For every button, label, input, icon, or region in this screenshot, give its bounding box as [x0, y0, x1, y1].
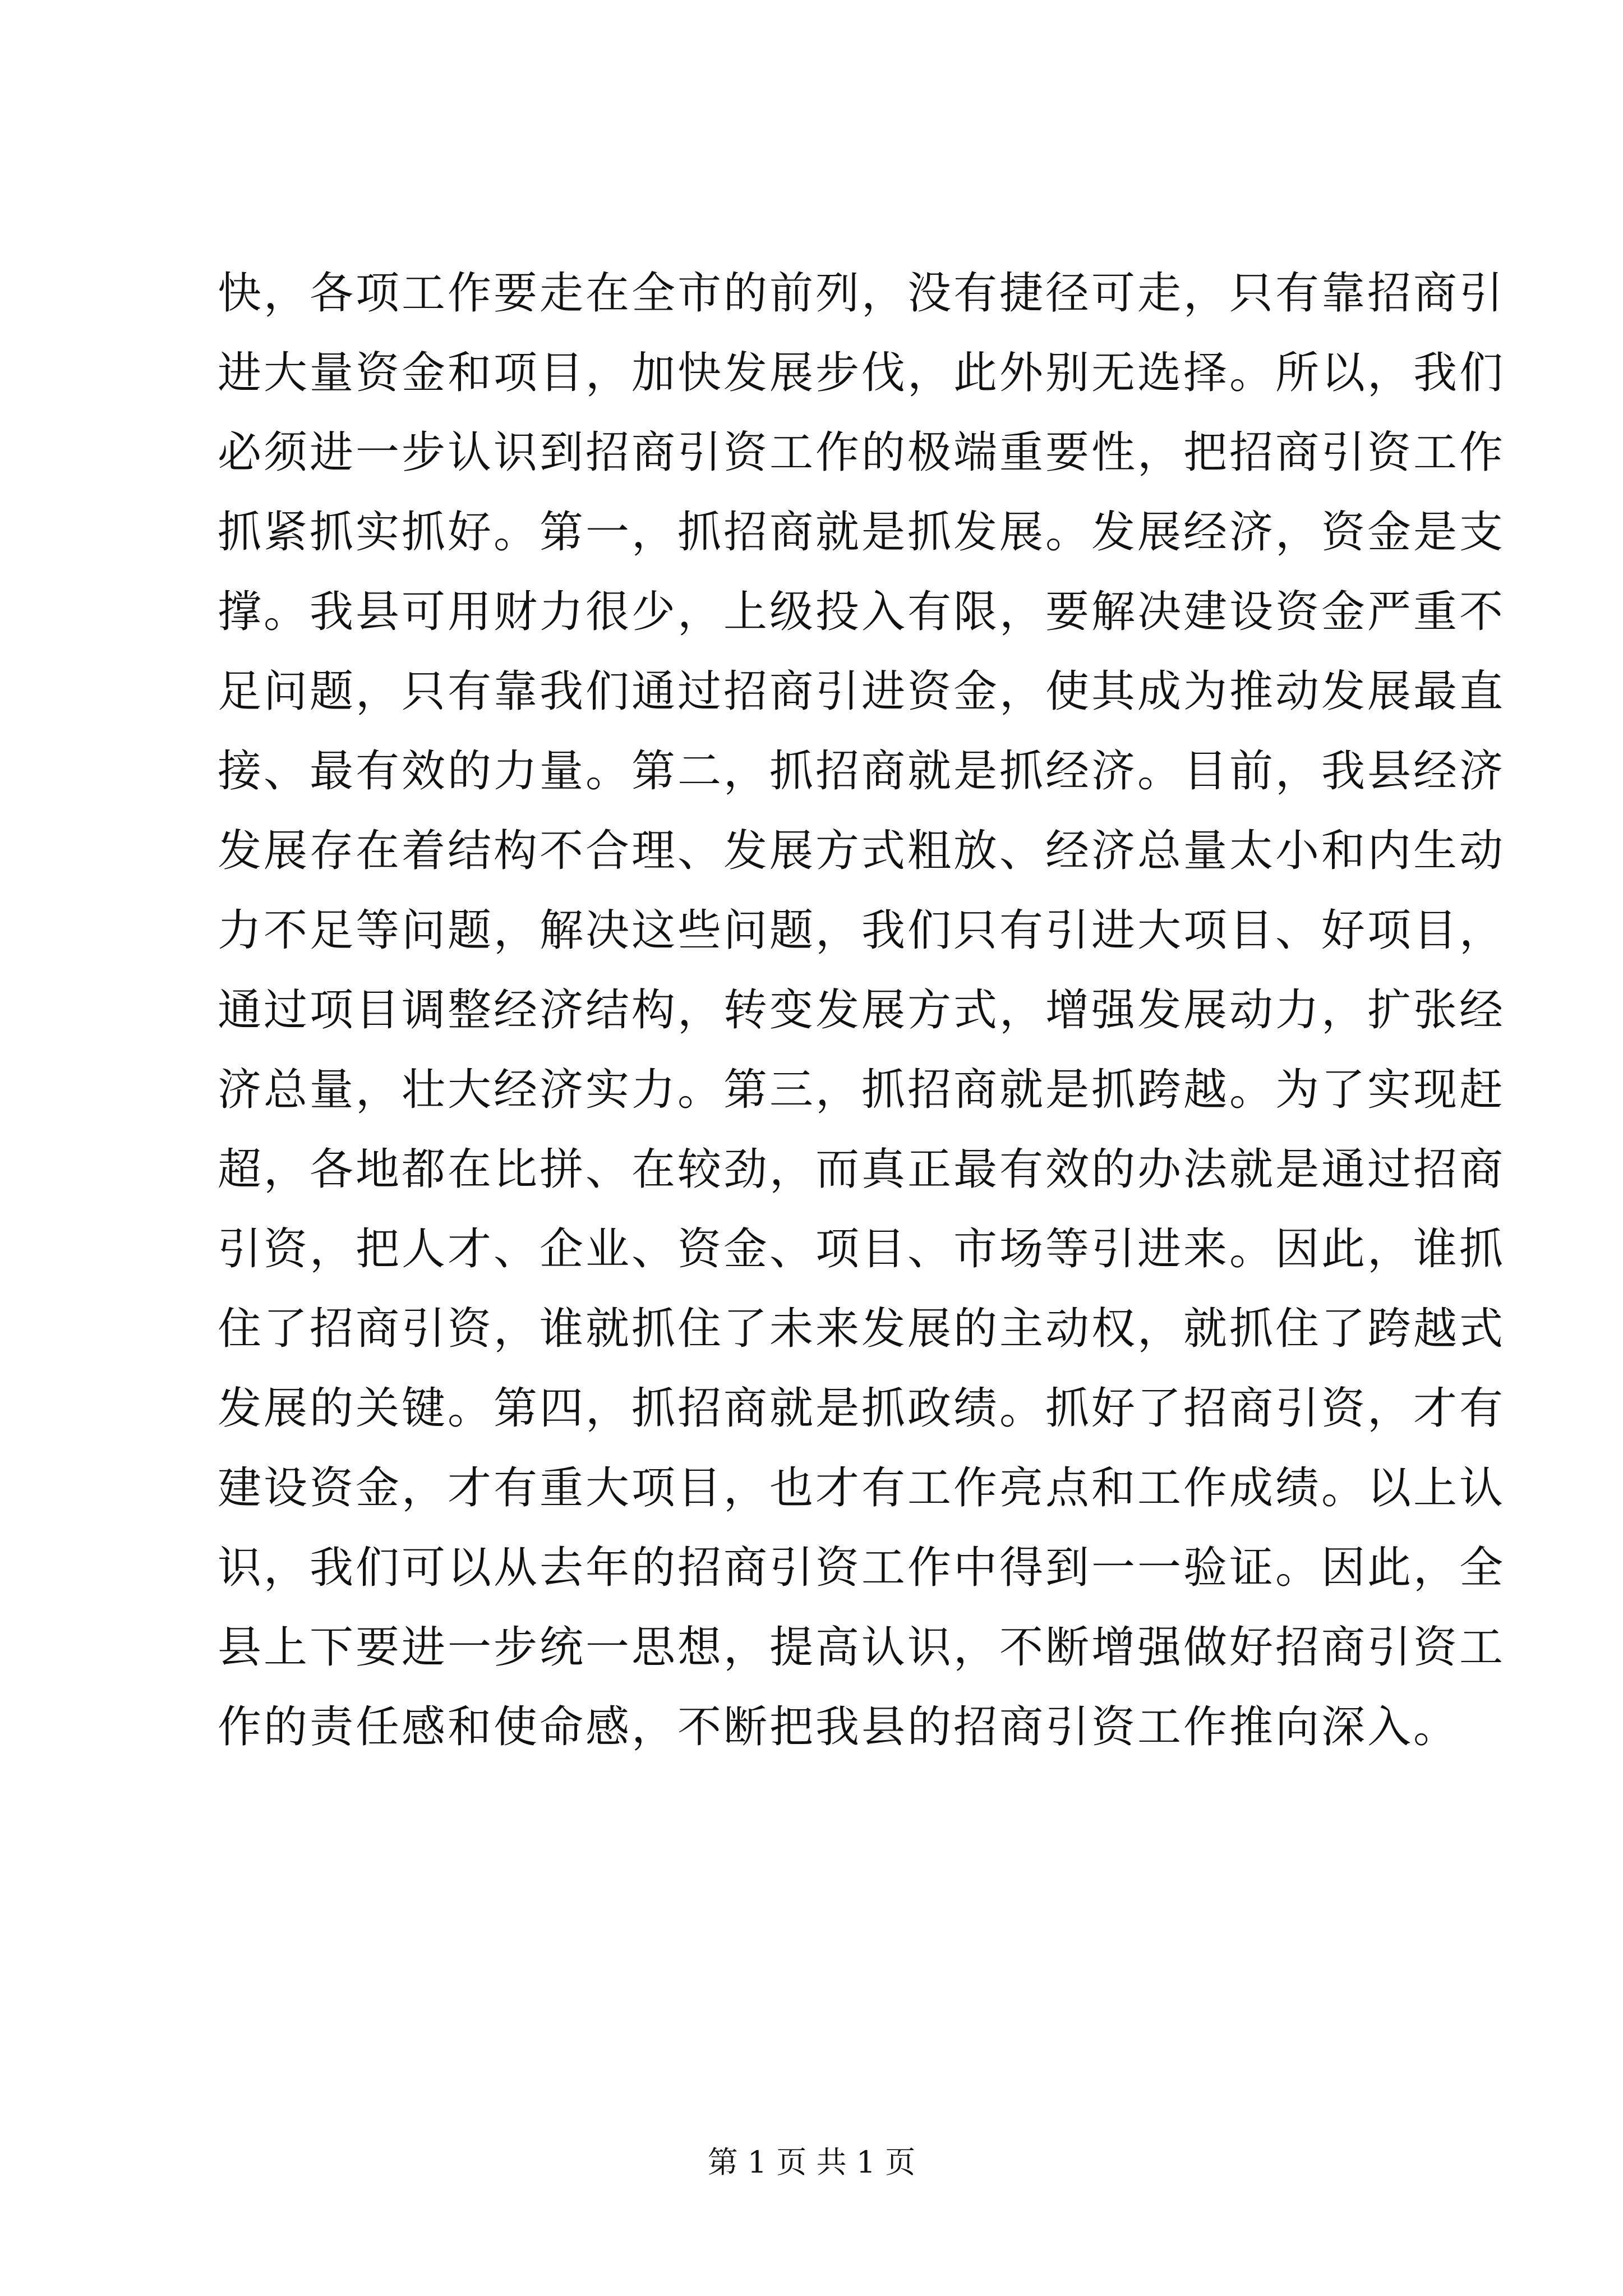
paragraph-line: 发展的关键。第四，抓招商就是抓政绩。抓好了招商引资，才有: [218, 1383, 1506, 1434]
paragraph-line: 快，各项工作要走在全市的前列，没有捷径可走，只有靠招商引: [218, 268, 1506, 319]
paragraph-line: 县上下要进一步统一思想，提高认识，不断增强做好招商引资工: [218, 1622, 1506, 1673]
body-paragraph: [218, 254, 1506, 1767]
paragraph-line: 通过项目调整经济结构，转变发展方式，增强发展动力，扩张经: [218, 985, 1506, 1036]
paragraph-line: 撑。我县可用财力很少，上级投入有限，要解决建设资金严重不: [218, 587, 1506, 637]
paragraph-line: 识，我们可以从去年的招商引资工作中得到一一验证。因此，全: [218, 1543, 1506, 1593]
paragraph-line: 作的责任感和使命感，不断把我县的招商引资工作推向深入。: [218, 1702, 1460, 1752]
paragraph-line: 发展存在着结构不合理、发展方式粗放、经济总量太小和内生动: [218, 826, 1506, 876]
paragraph-line: 济总量，壮大经济实力。第三，抓招商就是抓跨越。为了实现赶: [218, 1065, 1506, 1115]
paragraph-line: 引资，把人才、企业、资金、项目、市场等引进来。因此，谁抓: [218, 1224, 1506, 1274]
page-footer: 第 1 页 共 1 页: [707, 2145, 916, 2180]
paragraph-line: 接、最有效的力量。第二，抓招商就是抓经济。目前，我县经济: [218, 746, 1506, 797]
paragraph-line: 足问题，只有靠我们通过招商引进资金，使其成为推动发展最直: [218, 666, 1506, 717]
paragraph-line: 住了招商引资，谁就抓住了未来发展的主动权，就抓住了跨越式: [218, 1304, 1506, 1354]
paragraph-line: 必须进一步认识到招商引资工作的极端重要性，把招商引资工作: [218, 427, 1506, 478]
paragraph-line: 建设资金，才有重大项目，也才有工作亮点和工作成绩。以上认: [218, 1463, 1506, 1513]
paragraph-line: 力不足等问题，解决这些问题，我们只有引进大项目、好项目，: [218, 905, 1506, 956]
paragraph-line: 抓紧抓实抓好。第一，抓招商就是抓发展。发展经济，资金是支: [218, 507, 1506, 558]
paragraph-line: 超，各地都在比拼、在较劲，而真正最有效的办法就是通过招商: [218, 1144, 1506, 1195]
paragraph-line: 进大量资金和项目，加快发展步伐，此外别无选择。所以，我们: [218, 348, 1506, 398]
